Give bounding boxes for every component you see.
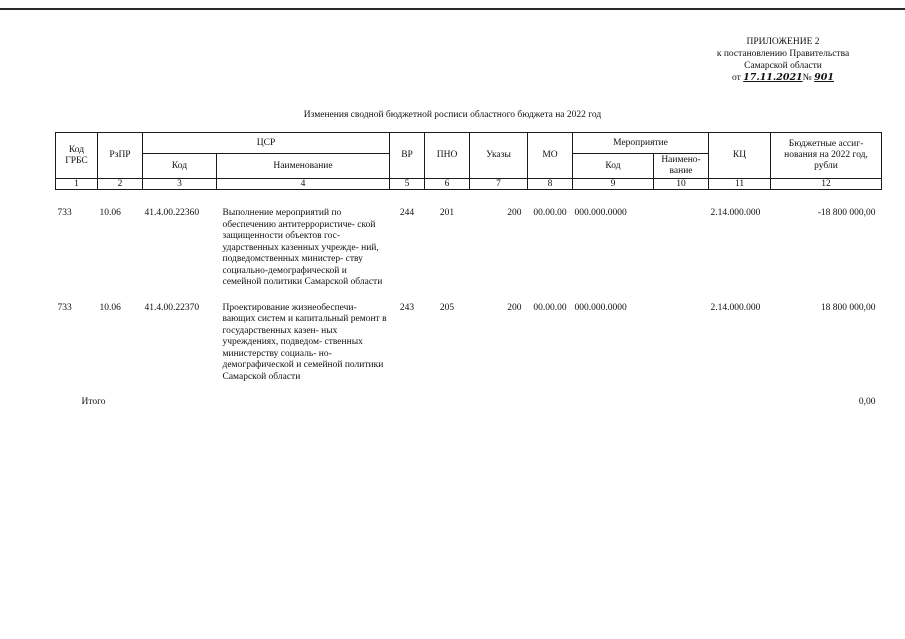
col-csr-name-header: Наименование [217, 154, 390, 179]
cell-ukazy: 200 [507, 208, 522, 218]
appendix-region: Самарской области [744, 61, 822, 71]
top-border-line [0, 8, 905, 10]
cell-csr-kod: 41.4.00.22360 [144, 208, 200, 218]
cell-amount: 18 800 000,00 [820, 302, 876, 313]
cell-mo: 00.00.00 [533, 302, 567, 313]
cell-meropr-kod: 000.000.0000 [574, 208, 627, 218]
cell-meropr-name [654, 303, 709, 398]
document-title: Изменения сводной бюджетной росписи областного бюджета на 2022 год [303, 110, 602, 120]
col-pno-header: ПНО [425, 133, 470, 179]
col-number: 3 [143, 179, 217, 190]
col-number: 12 [771, 179, 882, 190]
cell-pno: 205 [439, 302, 455, 313]
cell-pno: 201 [439, 208, 455, 218]
col-ukazy-header: Указы [470, 133, 528, 179]
col-csr-kod-header: Код [143, 154, 217, 179]
cell-amount: -18 800 000,00 [817, 208, 876, 218]
col-meropr-kod-header: Код [573, 154, 654, 179]
handwritten-date: 17.11.2021 [743, 72, 803, 83]
col-number: 6 [425, 179, 470, 190]
col-number: 2 [98, 179, 143, 190]
budget-changes-table [55, 132, 882, 409]
cell-kc: 2.14.000.000 [710, 208, 761, 218]
col-number: 8 [528, 179, 573, 190]
cell-grbs: 733 [57, 302, 72, 313]
cell-kc: 2.14.000.000 [710, 302, 761, 313]
col-kod-grbs-header: Код ГРБС [56, 133, 98, 179]
col-number: 5 [390, 179, 425, 190]
cell-meropr-kod: 000.000.0000 [574, 302, 627, 313]
cell-grbs: 733 [57, 208, 72, 218]
col-rzpr-header: РзПР [98, 133, 143, 179]
col-mo-header: МО [528, 133, 573, 179]
col-number: 9 [573, 179, 654, 190]
total-row [56, 397, 882, 409]
appendix-header [693, 36, 873, 84]
total-label: Итого [81, 397, 106, 407]
col-meropr-name-header: Наимено- вание [654, 154, 709, 179]
cell-csr-name: Проектирование жизнеобеспечи- вающих систем и капитальный ремонт в государственных казен- ных учреждениях, подведом- ственных министерству социаль- но-демографической и семейной политики Самарской области [222, 302, 387, 382]
table-spacer [56, 190, 882, 209]
handwritten-number: 901 [814, 72, 834, 83]
number-prefix: № [802, 73, 812, 83]
col-number: 1 [56, 179, 98, 190]
total-amount: 0,00 [858, 397, 876, 407]
cell-csr-kod: 41.4.00.22370 [144, 302, 200, 313]
cell-rzpr: 10.06 [99, 208, 121, 218]
table-row [56, 303, 882, 398]
col-kc-header: КЦ [709, 133, 771, 179]
cell-vr: 244 [399, 208, 415, 218]
col-number: 11 [709, 179, 771, 190]
cell-vr: 243 [399, 302, 415, 313]
cell-ukazy: 200 [507, 302, 522, 313]
col-budget-header: Бюджетные ассиг- нования на 2022 год, рубли [771, 133, 882, 179]
col-vr-header: ВР [390, 133, 425, 179]
cell-mo: 00.00.00 [533, 208, 567, 218]
cell-rzpr: 10.06 [99, 302, 121, 313]
col-meropr-header: Мероприятие [573, 133, 709, 154]
cell-meropr-name [654, 208, 709, 303]
col-number: 7 [470, 179, 528, 190]
total-filler [143, 397, 771, 409]
cell-csr-name: Выполнение мероприятий по обеспечению антитеррористиче- ской защищенности объектов гос- ударственных казенных учрежде- ний, подведомственных министер- ству социально-демографической и семейной политики Самарской области [222, 208, 383, 287]
appendix-date-line [732, 72, 834, 84]
col-number: 10 [654, 179, 709, 190]
col-number: 4 [217, 179, 390, 190]
date-prefix: от [732, 73, 741, 83]
appendix-title: ПРИЛОЖЕНИЕ 2 [746, 37, 820, 47]
col-csr-header: ЦСР [143, 133, 390, 154]
appendix-resolution: к постановлению Правительства [716, 49, 850, 59]
table-row [56, 208, 882, 303]
